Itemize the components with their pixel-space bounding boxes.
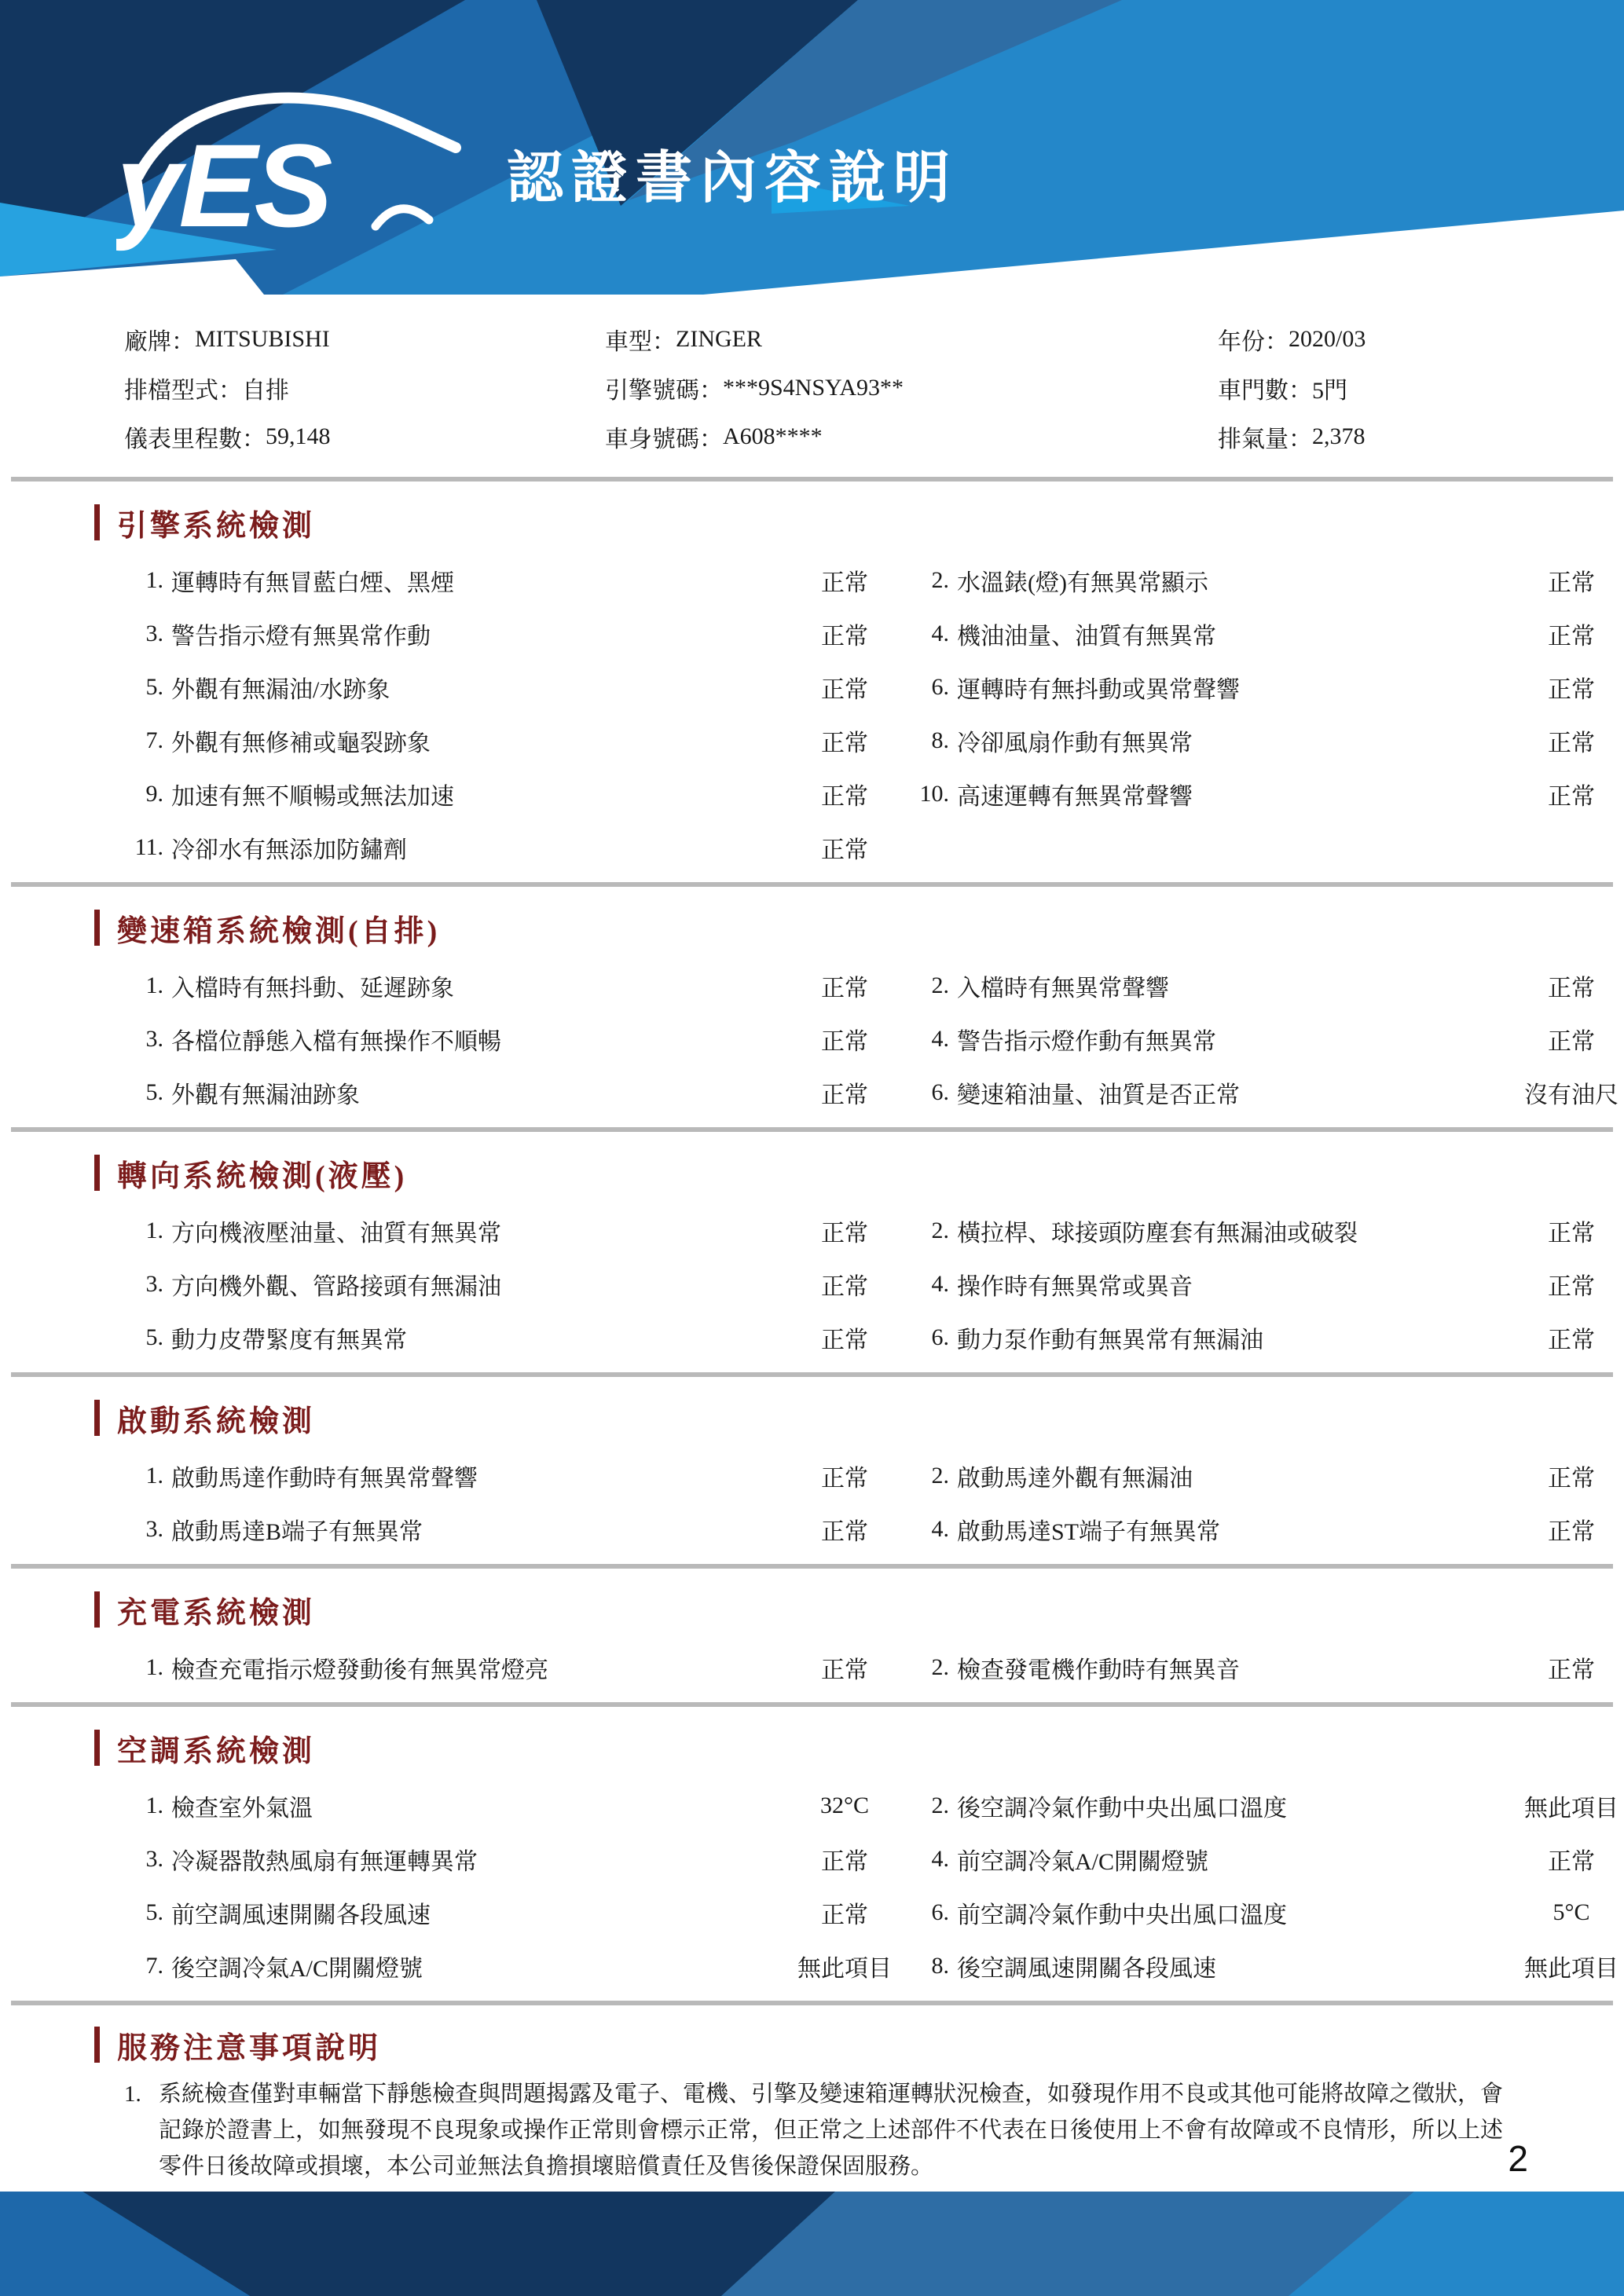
item-value: 正常 [1548, 1274, 1595, 1300]
item-number: 7. [145, 727, 163, 753]
item-label: 入檔時有無異常聲響 [957, 976, 1169, 1002]
field-value: 自排 [242, 378, 289, 404]
item-value: 正常 [1548, 1029, 1595, 1055]
item-value: 正常 [821, 1466, 868, 1492]
item-label: 橫拉桿、球接頭防塵套有無漏油或破裂 [957, 1221, 1358, 1247]
item-label: 高速運轉有無異常聲響 [957, 784, 1193, 810]
vehicle-info-col-1 [124, 315, 605, 461]
item-number: 5. [145, 1079, 163, 1105]
section-transmission [0, 887, 1624, 1119]
item-number: 3. [145, 1516, 163, 1542]
item-number: 4. [931, 1271, 949, 1297]
section-charging [0, 1569, 1624, 1694]
item-number: 3. [145, 1026, 163, 1052]
item-label: 檢查充電指示燈發動後有無異常燈亮 [171, 1657, 548, 1683]
item-value: 正常 [821, 1519, 868, 1545]
item-label: 警告指示燈有無異常作動 [171, 624, 431, 650]
item-value: 正常 [821, 1221, 868, 1247]
item-value: 正常 [1548, 1221, 1595, 1247]
item-value: 正常 [821, 837, 868, 863]
page-number: 2 [1508, 2138, 1528, 2179]
item-number: 3. [145, 621, 163, 646]
item-number: 1. [145, 567, 163, 593]
item-number: 8. [931, 727, 949, 753]
field-label: 車型： [605, 329, 676, 355]
item-number: 8. [931, 1953, 949, 1979]
vehicle-info-field [124, 412, 605, 461]
item-number: 6. [931, 674, 949, 700]
field-value: A608**** [723, 423, 823, 449]
item-value: 正常 [1548, 784, 1595, 810]
section-starter [0, 1377, 1624, 1556]
item-label: 冷凝器散熱風扇有無運轉異常 [171, 1849, 478, 1875]
item-label: 各檔位靜態入檔有無操作不順暢 [171, 1029, 501, 1055]
check-items [118, 959, 1624, 1119]
item-label: 水溫錶(燈)有無異常顯示 [957, 570, 1208, 596]
item-value: 正常 [1548, 677, 1595, 703]
item-number: 1. [145, 1792, 163, 1818]
section-accent-bar [94, 1400, 100, 1436]
item-value: 正常 [821, 784, 868, 810]
field-value: 2,378 [1312, 423, 1366, 449]
vehicle-info-field [124, 364, 605, 412]
item-value: 無此項目 [1524, 1796, 1619, 1822]
item-value: 正常 [821, 1902, 868, 1928]
section-title: 空調系統檢測 [117, 1734, 316, 1768]
item-number: 3. [145, 1271, 163, 1297]
item-number: 4. [931, 1026, 949, 1052]
item-value: 沒有油尺 [1524, 1082, 1619, 1108]
field-label: 排氣量： [1218, 427, 1312, 452]
item-label: 入檔時有無抖動、延遲跡象 [171, 976, 454, 1002]
check-items [118, 554, 1624, 874]
item-number: 4. [931, 1846, 949, 1872]
section-accent-bar [94, 504, 100, 540]
footer-banner [0, 2192, 1624, 2296]
section-steering [0, 1132, 1624, 1364]
item-value: 正常 [821, 731, 868, 756]
item-value: 正常 [821, 1657, 868, 1683]
section-header [94, 1589, 1624, 1630]
item-label: 前空調冷氣作動中央出風口溫度 [957, 1902, 1287, 1928]
item-label: 運轉時有無抖動或異常聲響 [957, 677, 1240, 703]
vehicle-info-field [605, 364, 1218, 412]
item-label: 檢查發電機作動時有無異音 [957, 1657, 1240, 1683]
item-label: 外觀有無漏油/水跡象 [171, 677, 390, 703]
item-label: 前空調風速開關各段風速 [171, 1902, 431, 1928]
item-number: 1. [145, 972, 163, 998]
item-label: 動力泵作動有無異常有無漏油 [957, 1327, 1263, 1353]
item-value: 正常 [821, 1029, 868, 1055]
item-number: 5. [145, 1899, 163, 1925]
check-items [118, 1449, 1624, 1556]
item-value: 正常 [821, 1082, 868, 1108]
item-number: 3. [145, 1846, 163, 1872]
vehicle-info-field [124, 315, 605, 364]
field-value: 5門 [1312, 378, 1347, 404]
footer-background-shapes [0, 2192, 1624, 2296]
note-number: 1. [124, 2082, 141, 2107]
check-items [118, 1779, 1624, 1993]
item-number: 5. [145, 674, 163, 700]
item-label: 方向機液壓油量、油質有無異常 [171, 1221, 501, 1247]
item-value: 正常 [821, 677, 868, 703]
field-value: 2020/03 [1289, 326, 1366, 352]
section-title: 服務注意事項說明 [117, 2031, 382, 2065]
item-number: 2. [931, 1218, 949, 1243]
section-title: 轉向系統檢測(液壓) [117, 1159, 408, 1193]
field-value: ZINGER [676, 326, 762, 352]
item-label: 啟動馬達外觀有無漏油 [957, 1466, 1193, 1492]
item-label: 後空調冷氣A/C開關燈號 [171, 1956, 423, 1982]
vehicle-info-col-3 [1218, 315, 1595, 461]
vehicle-info-field [605, 315, 1218, 364]
field-label: 引擎號碼： [605, 378, 723, 404]
section-ac [0, 1707, 1624, 1993]
item-number: 2. [931, 1654, 949, 1680]
check-items [118, 1641, 1624, 1694]
item-number: 6. [931, 1079, 949, 1105]
section-title: 引擎系統檢測 [117, 509, 316, 543]
field-label: 廠牌： [124, 329, 195, 355]
item-label: 冷卻風扇作動有無異常 [957, 731, 1193, 756]
section-engine [0, 482, 1624, 874]
item-number: 4. [931, 621, 949, 646]
item-label: 外觀有無修補或龜裂跡象 [171, 731, 431, 756]
section-accent-bar [94, 910, 100, 946]
item-value: 32°C [819, 1792, 869, 1818]
item-value: 正常 [821, 1849, 868, 1875]
field-value: MITSUBISHI [195, 326, 330, 352]
item-value: 正常 [1548, 976, 1595, 1002]
item-value: 正常 [1548, 1849, 1595, 1875]
section-accent-bar [94, 1591, 100, 1628]
section-header [94, 2024, 1624, 2065]
item-value: 無此項目 [1524, 1956, 1619, 1982]
item-value: 正常 [821, 1327, 868, 1353]
field-value: ***9S4NSYA93** [723, 375, 904, 401]
item-label: 檢查室外氣溫 [171, 1796, 313, 1822]
item-number: 2. [931, 972, 949, 998]
field-value: 59,148 [266, 423, 331, 449]
header-banner [0, 0, 1624, 295]
item-number: 7. [145, 1953, 163, 1979]
section-accent-bar [94, 1730, 100, 1766]
item-number: 2. [931, 567, 949, 593]
vehicle-info-field [1218, 315, 1595, 364]
item-label: 外觀有無漏油跡象 [171, 1082, 360, 1108]
field-label: 儀表里程數： [124, 427, 266, 452]
field-label: 年份： [1218, 329, 1289, 355]
yes-logo [116, 72, 478, 261]
section-header [94, 1152, 1624, 1193]
item-number: 1. [145, 1218, 163, 1243]
item-label: 前空調冷氣A/C開關燈號 [957, 1849, 1209, 1875]
section-accent-bar [94, 1155, 100, 1191]
note-item [124, 2076, 1506, 2184]
item-label: 啟動馬達ST端子有無異常 [957, 1519, 1221, 1545]
item-number: 5. [145, 1324, 163, 1350]
item-value: 正常 [821, 624, 868, 650]
item-label: 啟動馬達B端子有無異常 [171, 1519, 423, 1545]
section-header [94, 907, 1624, 948]
item-label: 變速箱油量、油質是否正常 [957, 1082, 1240, 1108]
section-header [94, 1727, 1624, 1768]
item-label: 警告指示燈作動有無異常 [957, 1029, 1216, 1055]
item-value: 正常 [1548, 570, 1595, 596]
section-header [94, 1397, 1624, 1438]
vehicle-info-col-2 [605, 315, 1218, 461]
item-value: 正常 [821, 976, 868, 1002]
section-title: 充電系統檢測 [117, 1596, 316, 1630]
item-label: 冷卻水有無添加防鏽劑 [171, 837, 407, 863]
section-header [94, 502, 1624, 543]
item-label: 機油油量、油質有無異常 [957, 624, 1216, 650]
item-number: 1. [145, 1463, 163, 1489]
item-number: 11. [134, 834, 163, 860]
page-title: 認證書內容說明 [507, 147, 959, 210]
item-value: 無此項目 [797, 1956, 892, 1982]
section-title: 啟動系統檢測 [117, 1404, 316, 1438]
field-label: 車身號碼： [605, 427, 723, 452]
vehicle-info [0, 295, 1624, 469]
item-label: 啟動馬達作動時有無異常聲響 [171, 1466, 478, 1492]
item-value: 正常 [1548, 1657, 1595, 1683]
item-value: 正常 [1548, 1519, 1595, 1545]
logo-text: yES [116, 119, 330, 251]
item-label: 操作時有無異常或異音 [957, 1274, 1193, 1300]
item-value: 正常 [1548, 1466, 1595, 1492]
item-value: 正常 [821, 1274, 868, 1300]
field-label: 車門數： [1218, 378, 1312, 404]
vehicle-info-field [1218, 364, 1595, 412]
item-number: 4. [931, 1516, 949, 1542]
item-value: 正常 [821, 570, 868, 596]
note-text: 系統檢查僅對車輛當下靜態檢查與問題揭露及電子、電機、引擎及變速箱運轉狀況檢查，如發現作用不良或其他可能將故障之徵狀，會記錄於證書上，如無發現不良現象或操作正常則會標示正常，但正常之上述部件不代表在日後使用上不會有故障或不良情形，所以上述零件日後故障或損壞，本公司並無法負擔損壞賠償責任及售後保證保固服務。 [159, 2082, 1504, 2179]
item-value: 正常 [1548, 1327, 1595, 1353]
item-label: 加速有無不順暢或無法加速 [171, 784, 454, 810]
item-label: 運轉時有無冒藍白煙、黑煙 [171, 570, 454, 596]
logo-car-wheel-arch-icon [376, 209, 429, 226]
item-number: 10. [919, 781, 949, 807]
item-value: 5°C [1553, 1899, 1590, 1925]
item-number: 2. [931, 1792, 949, 1818]
item-label: 方向機外觀、管路接頭有無漏油 [171, 1274, 501, 1300]
item-number: 6. [931, 1899, 949, 1925]
item-label: 動力皮帶緊度有無異常 [171, 1327, 407, 1353]
section-accent-bar [94, 2027, 100, 2063]
item-label: 後空調風速開關各段風速 [957, 1956, 1216, 1982]
item-value: 正常 [1548, 731, 1595, 756]
item-number: 9. [145, 781, 163, 807]
section-title: 變速箱系統檢測(自排) [117, 914, 441, 948]
vehicle-info-field [605, 412, 1218, 461]
check-items [118, 1204, 1624, 1364]
vehicle-info-field [1218, 412, 1595, 461]
item-number: 2. [931, 1463, 949, 1489]
item-number: 1. [145, 1654, 163, 1680]
item-number: 6. [931, 1324, 949, 1350]
item-label: 後空調冷氣作動中央出風口溫度 [957, 1796, 1287, 1822]
field-label: 排檔型式： [124, 378, 242, 404]
item-value: 正常 [1548, 624, 1595, 650]
